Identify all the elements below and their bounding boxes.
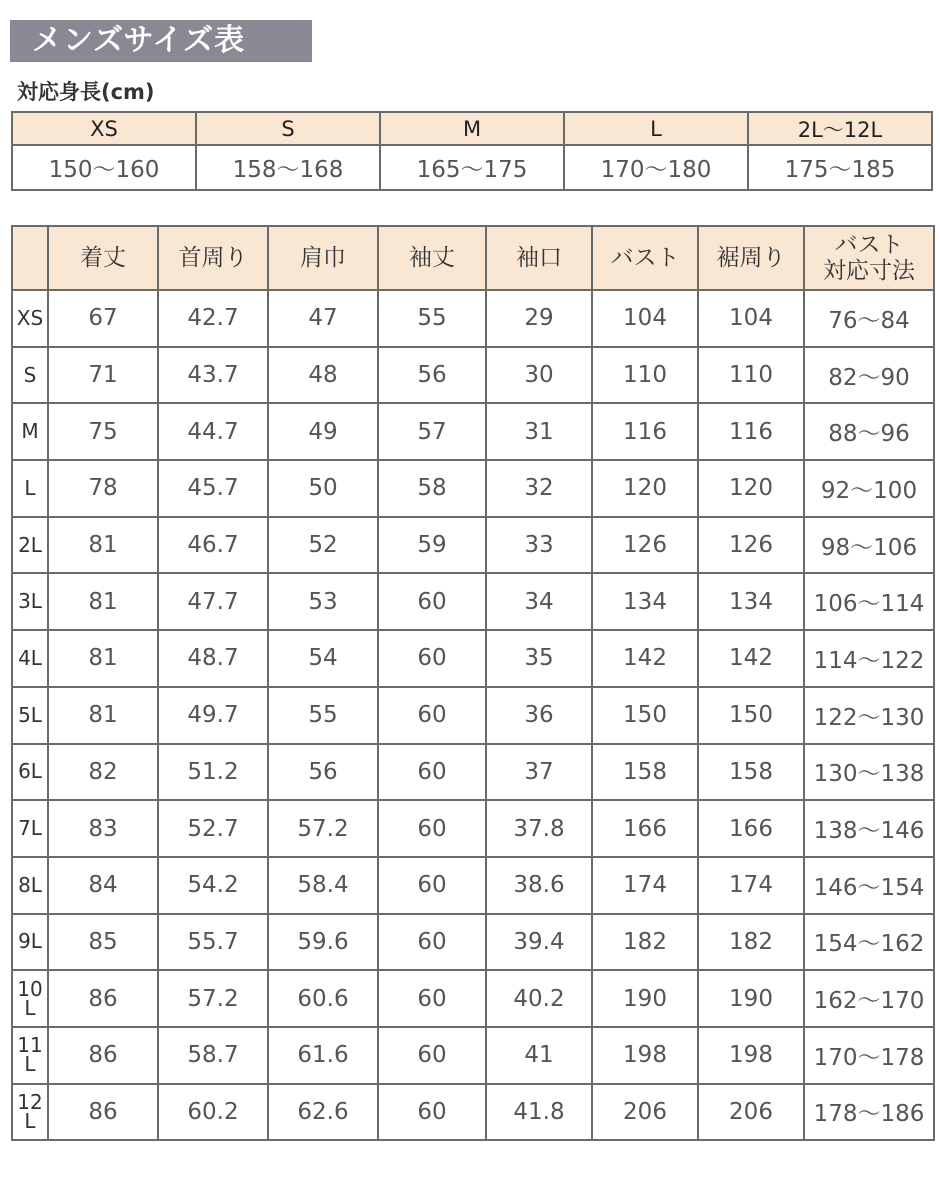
size-label: 11L [12, 1027, 48, 1084]
column-header: 袖丈 [378, 226, 486, 290]
height-label: 対応身長(cm) [17, 80, 155, 104]
measurement-cell: 43.7 [158, 347, 268, 404]
column-header: 着丈 [48, 226, 158, 290]
measurement-cell: 40.2 [486, 970, 592, 1027]
column-header [12, 226, 48, 290]
measurement-cell: 54 [268, 630, 378, 687]
measurement-cell: 83 [48, 800, 158, 857]
measurement-cell: 59.6 [268, 914, 378, 971]
table-row [12, 1084, 934, 1141]
measurement-cell: 142 [592, 630, 698, 687]
size-label: L [12, 460, 48, 517]
measurement-cell: 62.6 [268, 1084, 378, 1141]
measurement-cell: 114〜122 [804, 630, 934, 687]
measurement-cell: 82 [48, 744, 158, 801]
measurement-cell: 36 [486, 687, 592, 744]
table-row [12, 630, 934, 687]
measurement-cell: 86 [48, 970, 158, 1027]
measurement-cell: 116 [592, 403, 698, 460]
measurement-cell: 59 [378, 517, 486, 574]
measurement-cell: 71 [48, 347, 158, 404]
measurement-cell: 41 [486, 1027, 592, 1084]
size-header-row [12, 226, 934, 290]
measurement-cell: 78 [48, 460, 158, 517]
table-row [12, 744, 934, 801]
measurement-cell: 110 [592, 347, 698, 404]
measurement-cell: 85 [48, 914, 158, 971]
measurement-cell: 52 [268, 517, 378, 574]
height-table [11, 111, 933, 191]
measurement-cell: 48.7 [158, 630, 268, 687]
table-row [12, 573, 934, 630]
measurement-cell: 51.2 [158, 744, 268, 801]
column-header: 肩巾 [268, 226, 378, 290]
measurement-cell: 104 [592, 290, 698, 347]
measurement-cell: 81 [48, 517, 158, 574]
measurement-cell: 142 [698, 630, 804, 687]
measurement-cell: 134 [698, 573, 804, 630]
measurement-cell: 76〜84 [804, 290, 934, 347]
measurement-cell: 86 [48, 1084, 158, 1141]
measurement-cell: 98〜106 [804, 517, 934, 574]
measurement-cell: 198 [592, 1027, 698, 1084]
column-header: バスト [592, 226, 698, 290]
measurement-cell: 158 [698, 744, 804, 801]
size-label: XS [12, 290, 48, 347]
measurement-cell: 88〜96 [804, 403, 934, 460]
measurement-cell: 92〜100 [804, 460, 934, 517]
table-row [12, 517, 934, 574]
measurement-cell: 31 [486, 403, 592, 460]
measurement-cell: 57 [378, 403, 486, 460]
measurement-cell: 57.2 [268, 800, 378, 857]
size-label: 10L [12, 970, 48, 1027]
measurement-cell: 37.8 [486, 800, 592, 857]
measurement-cell: 146〜154 [804, 857, 934, 914]
height-range-cell: 158〜168 [196, 145, 380, 190]
size-label: 4L [12, 630, 48, 687]
measurement-cell: 120 [698, 460, 804, 517]
measurement-cell: 81 [48, 573, 158, 630]
measurement-cell: 174 [592, 857, 698, 914]
measurement-cell: 33 [486, 517, 592, 574]
measurement-cell: 75 [48, 403, 158, 460]
measurement-cell: 60 [378, 857, 486, 914]
size-label: 5L [12, 687, 48, 744]
measurement-cell: 52.7 [158, 800, 268, 857]
measurement-cell: 166 [698, 800, 804, 857]
measurement-cell: 198 [698, 1027, 804, 1084]
measurement-cell: 81 [48, 630, 158, 687]
measurement-cell: 104 [698, 290, 804, 347]
measurement-cell: 60 [378, 573, 486, 630]
measurement-cell: 60 [378, 970, 486, 1027]
measurement-cell: 82〜90 [804, 347, 934, 404]
column-header: バスト 対応寸法 [804, 226, 934, 290]
height-size-label: L [564, 112, 748, 145]
measurement-cell: 182 [592, 914, 698, 971]
measurement-cell: 130〜138 [804, 744, 934, 801]
measurement-cell: 32 [486, 460, 592, 517]
column-header: 裾周り [698, 226, 804, 290]
measurement-cell: 170〜178 [804, 1027, 934, 1084]
measurement-cell: 44.7 [158, 403, 268, 460]
measurement-cell: 42.7 [158, 290, 268, 347]
measurement-cell: 190 [592, 970, 698, 1027]
measurement-cell: 49 [268, 403, 378, 460]
measurement-cell: 55.7 [158, 914, 268, 971]
measurement-cell: 60 [378, 687, 486, 744]
measurement-cell: 182 [698, 914, 804, 971]
size-label: 9L [12, 914, 48, 971]
measurement-cell: 190 [698, 970, 804, 1027]
measurement-cell: 30 [486, 347, 592, 404]
table-row [12, 914, 934, 971]
size-label: 12L [12, 1084, 48, 1141]
measurement-cell: 35 [486, 630, 592, 687]
measurement-cell: 58.4 [268, 857, 378, 914]
measurement-cell: 60 [378, 1027, 486, 1084]
measurement-cell: 58.7 [158, 1027, 268, 1084]
measurement-cell: 54.2 [158, 857, 268, 914]
measurement-cell: 122〜130 [804, 687, 934, 744]
measurement-cell: 47 [268, 290, 378, 347]
measurement-cell: 150 [698, 687, 804, 744]
measurement-cell: 29 [486, 290, 592, 347]
size-label: 3L [12, 573, 48, 630]
measurement-cell: 47.7 [158, 573, 268, 630]
size-label: 2L [12, 517, 48, 574]
measurement-cell: 126 [592, 517, 698, 574]
column-header: 袖口 [486, 226, 592, 290]
measurement-cell: 120 [592, 460, 698, 517]
size-label: 7L [12, 800, 48, 857]
table-row [12, 800, 934, 857]
column-header: 首周り [158, 226, 268, 290]
measurement-cell: 50 [268, 460, 378, 517]
measurement-cell: 53 [268, 573, 378, 630]
measurement-cell: 34 [486, 573, 592, 630]
measurement-cell: 57.2 [158, 970, 268, 1027]
measurement-cell: 166 [592, 800, 698, 857]
size-label: M [12, 403, 48, 460]
measurement-cell: 150 [592, 687, 698, 744]
measurement-cell: 126 [698, 517, 804, 574]
table-row [12, 1027, 934, 1084]
measurement-cell: 60 [378, 1084, 486, 1141]
measurement-cell: 116 [698, 403, 804, 460]
measurement-cell: 67 [48, 290, 158, 347]
measurement-cell: 60 [378, 914, 486, 971]
measurement-cell: 174 [698, 857, 804, 914]
height-size-label: M [380, 112, 564, 145]
measurement-cell: 162〜170 [804, 970, 934, 1027]
size-label: S [12, 347, 48, 404]
measurement-cell: 60.2 [158, 1084, 268, 1141]
table-row [12, 970, 934, 1027]
size-label: 6L [12, 744, 48, 801]
measurement-cell: 81 [48, 687, 158, 744]
measurement-cell: 106〜114 [804, 573, 934, 630]
table-row [12, 347, 934, 404]
measurement-cell: 154〜162 [804, 914, 934, 971]
measurement-cell: 178〜186 [804, 1084, 934, 1141]
height-range-row [12, 145, 932, 190]
measurement-cell: 84 [48, 857, 158, 914]
height-size-label: S [196, 112, 380, 145]
measurement-cell: 37 [486, 744, 592, 801]
measurement-cell: 38.6 [486, 857, 592, 914]
height-size-label: XS [12, 112, 196, 145]
table-row [12, 460, 934, 517]
height-size-label: 2L〜12L [748, 112, 932, 145]
size-table [11, 225, 935, 1141]
measurement-cell: 49.7 [158, 687, 268, 744]
measurement-cell: 206 [592, 1084, 698, 1141]
measurement-cell: 61.6 [268, 1027, 378, 1084]
measurement-cell: 45.7 [158, 460, 268, 517]
height-range-cell: 175〜185 [748, 145, 932, 190]
measurement-cell: 134 [592, 573, 698, 630]
measurement-cell: 60 [378, 630, 486, 687]
measurement-cell: 58 [378, 460, 486, 517]
measurement-cell: 48 [268, 347, 378, 404]
measurement-cell: 39.4 [486, 914, 592, 971]
measurement-cell: 60.6 [268, 970, 378, 1027]
measurement-cell: 56 [378, 347, 486, 404]
measurement-cell: 46.7 [158, 517, 268, 574]
table-row [12, 857, 934, 914]
height-header-row [12, 112, 932, 145]
measurement-cell: 158 [592, 744, 698, 801]
table-row [12, 403, 934, 460]
measurement-cell: 55 [378, 290, 486, 347]
measurement-cell: 206 [698, 1084, 804, 1141]
measurement-cell: 138〜146 [804, 800, 934, 857]
measurement-cell: 55 [268, 687, 378, 744]
table-row [12, 290, 934, 347]
measurement-cell: 60 [378, 744, 486, 801]
measurement-cell: 110 [698, 347, 804, 404]
size-label: 8L [12, 857, 48, 914]
height-range-cell: 170〜180 [564, 145, 748, 190]
height-range-cell: 165〜175 [380, 145, 564, 190]
measurement-cell: 86 [48, 1027, 158, 1084]
measurement-cell: 56 [268, 744, 378, 801]
table-row [12, 687, 934, 744]
measurement-cell: 41.8 [486, 1084, 592, 1141]
measurement-cell: 60 [378, 800, 486, 857]
page-title: メンズサイズ表 [10, 20, 312, 62]
height-range-cell: 150〜160 [12, 145, 196, 190]
